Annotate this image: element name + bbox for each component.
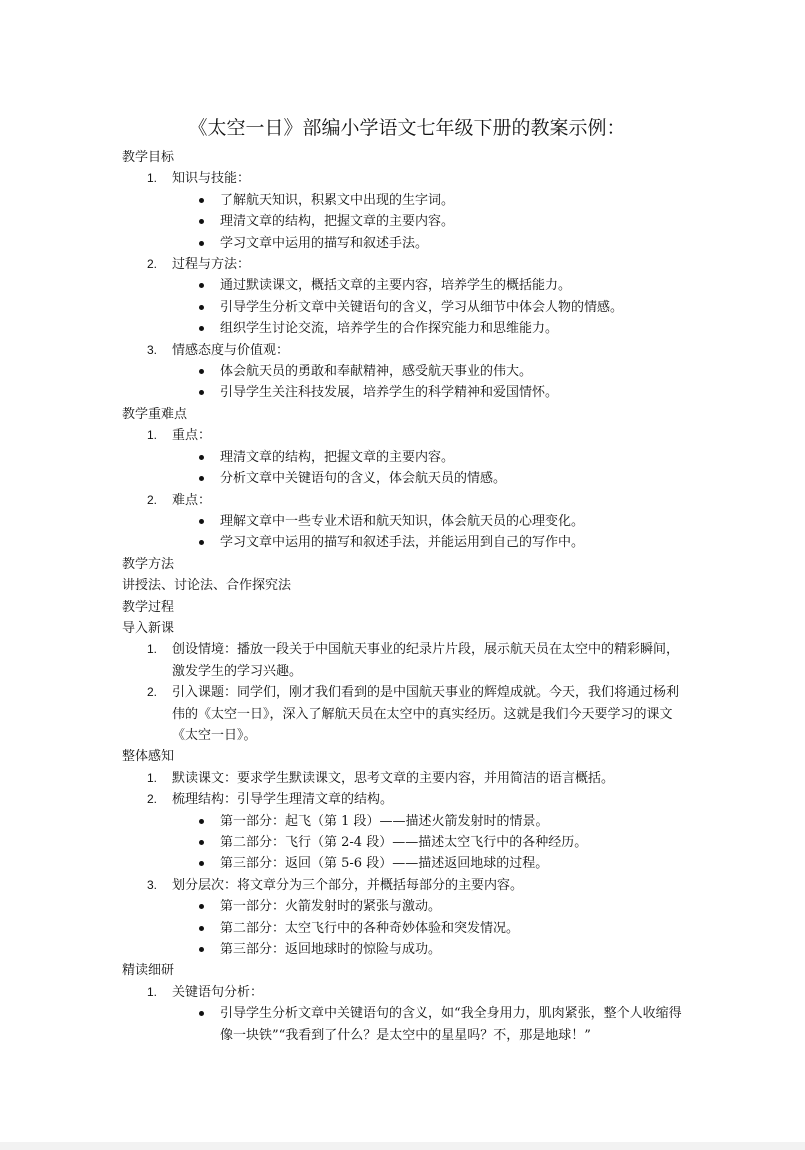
bullet-item: 第三部分：返回地球时的惊险与成功。	[172, 939, 690, 960]
list-label: 划分层次	[172, 877, 225, 893]
key-points-list	[122, 425, 690, 553]
list-number: 1.	[147, 984, 158, 999]
list-number: 2.	[147, 792, 158, 807]
bullet-item: 第三部分：返回（第 5-6 段）——描述返回地球的过程。	[172, 853, 690, 874]
list-item	[122, 168, 690, 254]
list-number: 1.	[147, 171, 158, 186]
bullet-item: 引导学生关注科技发展，培养学生的科学精神和爱国情怀。	[172, 382, 690, 403]
section-heading-intro: 导入新课	[122, 620, 175, 636]
bullet-item: 体会航天员的勇敢和奉献精神，感受航天事业的伟大。	[172, 361, 690, 382]
document-title: 《太空一日》部编小学语文七年级下册的教案示例：	[188, 117, 626, 139]
bullet-item: 第一部分：起飞（第 1 段）——描述火箭发射时的情景。	[172, 811, 690, 832]
bullet-item: 学习文章中运用的描写和叙述手法，并能运用到自己的写作中。	[172, 532, 690, 553]
list-number: 2.	[147, 257, 158, 272]
section-heading-overall: 整体感知	[122, 749, 175, 765]
list-text: ：要求学生默读课文，思考文章的主要内容，并用简洁的语言概括。	[224, 770, 615, 786]
list-item	[122, 254, 690, 340]
bullet-item: 分析文章中关键语句的含义，体会航天员的情感。	[172, 468, 690, 489]
list-text: ：同学们，刚才我们看到的是中国航天事业的辉煌成就。今天，我们将通过杨利伟的《太空一日》，深入了解航天员在太空中的真实经历。这就是我们今天要学习的课文《太空一日》。	[172, 685, 680, 743]
objectives-list	[122, 168, 690, 403]
bullet-item: 引导学生分析文章中关键语句的含义，学习从细节中体会人物的情感。	[172, 297, 690, 318]
bullet-item: 通过默读课文，概括文章的主要内容，培养学生的概括能力。	[172, 275, 690, 296]
list-item	[122, 982, 690, 1046]
document-content	[122, 113, 690, 1046]
list-label: 关键语句分析：	[172, 984, 264, 1000]
list-label: 知识与技能：	[172, 171, 251, 187]
close-reading-list	[122, 982, 690, 1046]
list-number: 1.	[147, 770, 158, 785]
list-item	[122, 768, 690, 789]
bullet-item: 第二部分：飞行（第 2-4 段）——描述太空飞行中的各种经历。	[172, 832, 690, 853]
bullet-item: 组织学生讨论交流，培养学生的合作探究能力和思维能力。	[172, 318, 690, 339]
list-item	[122, 682, 690, 746]
section-heading-close-reading: 精读细研	[122, 963, 175, 979]
list-number: 2.	[147, 685, 158, 700]
bullet-item: 第一部分：火箭发射时的紧张与激动。	[172, 896, 690, 917]
list-text: ：播放一段关于中国航天事业的纪录片片段，展示航天员在太空中的精彩瞬间，激发学生的学习兴趣。	[172, 642, 680, 679]
list-item	[122, 789, 690, 875]
intro-list	[122, 639, 690, 746]
list-label: 引入课题	[172, 685, 225, 701]
list-item	[122, 425, 690, 489]
list-number: 3.	[147, 342, 158, 357]
list-item	[122, 340, 690, 404]
section-heading-process: 教学过程	[122, 599, 175, 615]
list-label: 梳理结构	[172, 792, 225, 808]
bullet-item: 引导学生分析文章中关键语句的含义，如“我全身用力，肌肉紧张，整个人收缩得像一块铁”“我看到了什么？是太空中的星星吗？不，那是地球！”	[172, 1003, 690, 1046]
section-heading-methods: 教学方法	[122, 556, 175, 572]
list-number: 1.	[147, 428, 158, 443]
bullet-item: 学习文章中运用的描写和叙述手法。	[172, 233, 690, 254]
list-item	[122, 875, 690, 961]
list-label: 难点：	[172, 492, 212, 508]
list-item	[122, 639, 690, 682]
list-label: 默读课文	[172, 770, 225, 786]
bullet-item: 理清文章的结构，把握文章的主要内容。	[172, 447, 690, 468]
methods-text: 讲授法、讨论法、合作探究法	[122, 578, 292, 594]
bullet-item: 理清文章的结构，把握文章的主要内容。	[172, 211, 690, 232]
section-heading-key-points: 教学重难点	[122, 406, 188, 422]
list-item	[122, 490, 690, 554]
overall-list	[122, 768, 690, 961]
bullet-item: 第二部分：太空飞行中的各种奇妙体验和突发情况。	[172, 918, 690, 939]
list-number: 2.	[147, 492, 158, 507]
list-number: 3.	[147, 877, 158, 892]
bullet-item: 理解文章中一些专业术语和航天知识，体会航天员的心理变化。	[172, 511, 690, 532]
list-label: 情感态度与价值观：	[172, 342, 290, 358]
list-text: ：引导学生理清文章的结构。	[224, 792, 394, 808]
section-heading-objectives: 教学目标	[122, 150, 175, 165]
list-text: ：将文章分为三个部分，并概括每部分的主要内容。	[224, 877, 524, 893]
list-number: 1.	[147, 642, 158, 657]
list-label: 创设情境	[172, 642, 225, 658]
list-label: 过程与方法：	[172, 257, 251, 273]
bullet-item: 了解航天知识，积累文中出现的生字词。	[172, 190, 690, 211]
list-label: 重点：	[172, 428, 212, 444]
